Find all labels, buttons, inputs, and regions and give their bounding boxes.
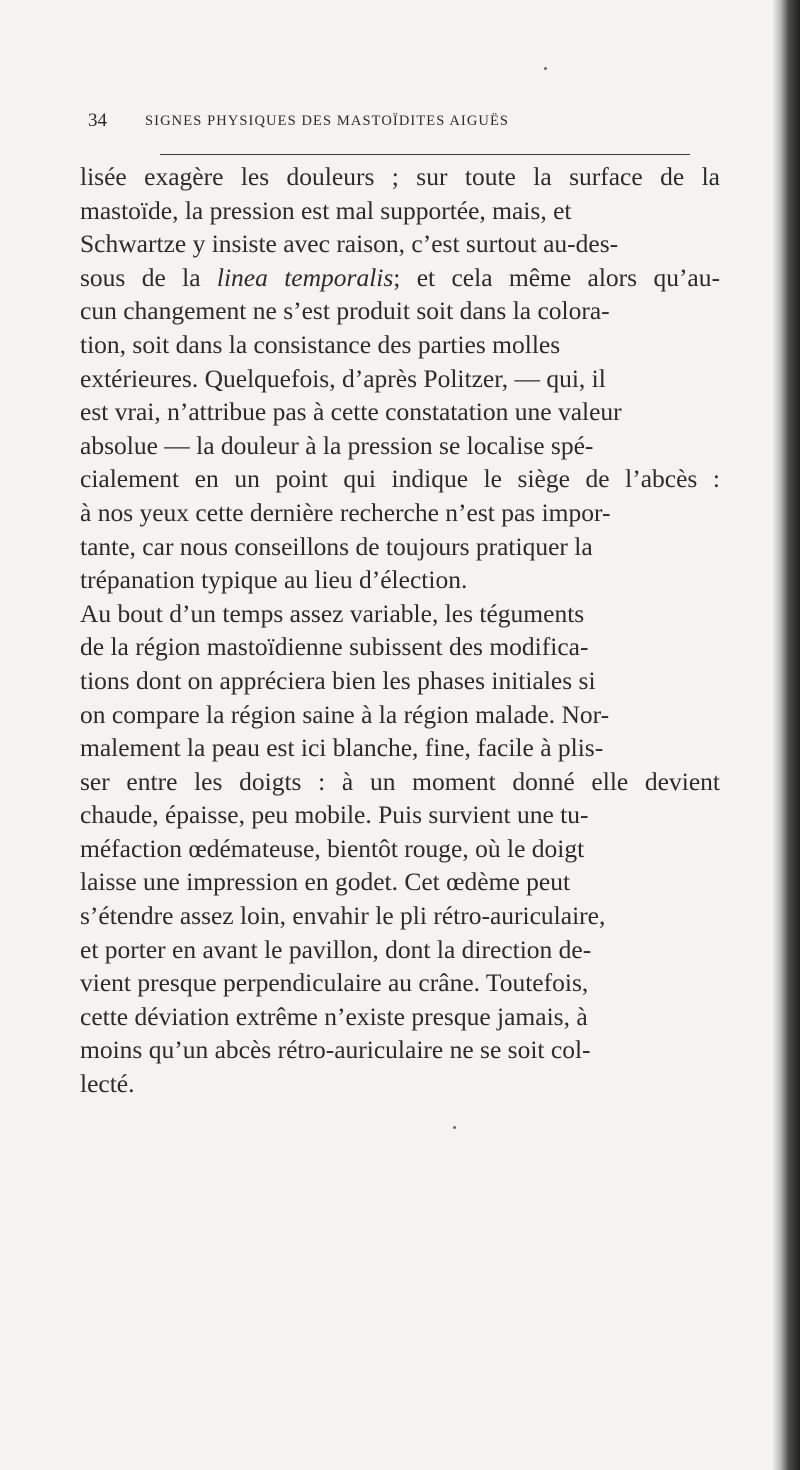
text-line: mastoïde, la pression est mal supportée, mais, et	[80, 195, 572, 225]
paper-speck	[544, 67, 547, 70]
text-line: laisse une impression en godet. Cet œdème peut	[80, 867, 571, 897]
binding-edge	[772, 0, 800, 1470]
text-line: tante, car nous conseillons de toujours pratiquer la	[80, 531, 593, 561]
text-line: malement la peau est ici blanche, fine, facile à plis-	[80, 733, 604, 763]
text-segment: sous de la	[80, 262, 217, 292]
body-text	[80, 160, 720, 1101]
text-line: Au bout d’un temps assez variable, les téguments	[80, 598, 585, 628]
text-line: de la région mastoïdienne subissent des modifica-	[80, 632, 589, 662]
text-line: extérieures. Quelquefois, d’après Politzer, — qui, il	[80, 363, 606, 393]
text-line: lecté.	[80, 1069, 135, 1099]
text-line: absolue — la douleur à la pression se localise spé-	[80, 430, 594, 460]
text-line: s’étendre assez loin, envahir le pli rétro-auriculaire,	[80, 901, 606, 931]
text-line: Schwartze y insiste avec raison, c’est surtout au-des-	[80, 229, 619, 259]
text-line: moins qu’un abcès rétro-auriculaire ne se soit col-	[80, 1035, 591, 1065]
text-line: trépanation typique au lieu d’élection.	[80, 565, 468, 595]
text-line: tions dont on appréciera bien les phases initiales si	[80, 665, 596, 695]
text-line: méfaction œdémateuse, bientôt rouge, où le doigt	[80, 833, 585, 863]
text-line: ser entre les doigts : à un moment donné elle devient	[80, 766, 720, 796]
running-head	[88, 110, 708, 132]
running-title: SIGNES PHYSIQUES DES MASTOÏDITES AIGUËS	[145, 113, 510, 129]
page-number: 34	[88, 110, 107, 131]
text-line: vient presque perpendiculaire au crâne. Toutefois,	[80, 968, 589, 998]
text-segment: ; et cela même alors qu’au-	[393, 262, 720, 292]
paper-speck	[453, 1126, 456, 1129]
text-line	[80, 261, 720, 295]
text-line: à nos yeux cette dernière recherche n’est pas impor-	[80, 497, 611, 527]
text-line: tion, soit dans la consistance des parties molles	[80, 329, 561, 359]
text-line: et porter en avant le pavillon, dont la direction de-	[80, 934, 592, 964]
text-line: on compare la région saine à la région malade. Nor-	[80, 699, 610, 729]
text-line: est vrai, n’attribue pas à cette constatation une valeur	[80, 397, 622, 427]
text-line: lisée exagère les douleurs ; sur toute la surface de la	[80, 162, 720, 191]
text-line: cialement en un point qui indique le siège de l’abcès :	[80, 464, 720, 494]
header-rule	[160, 154, 690, 155]
italic-term: linea temporalis	[216, 262, 394, 292]
text-line: cun changement ne s’est produit soit dans la colora-	[80, 296, 610, 326]
text-line: chaude, épaisse, peu mobile. Puis survient une tu-	[80, 800, 589, 830]
text-line: cette déviation extrême n’existe presque jamais, à	[80, 1001, 588, 1031]
